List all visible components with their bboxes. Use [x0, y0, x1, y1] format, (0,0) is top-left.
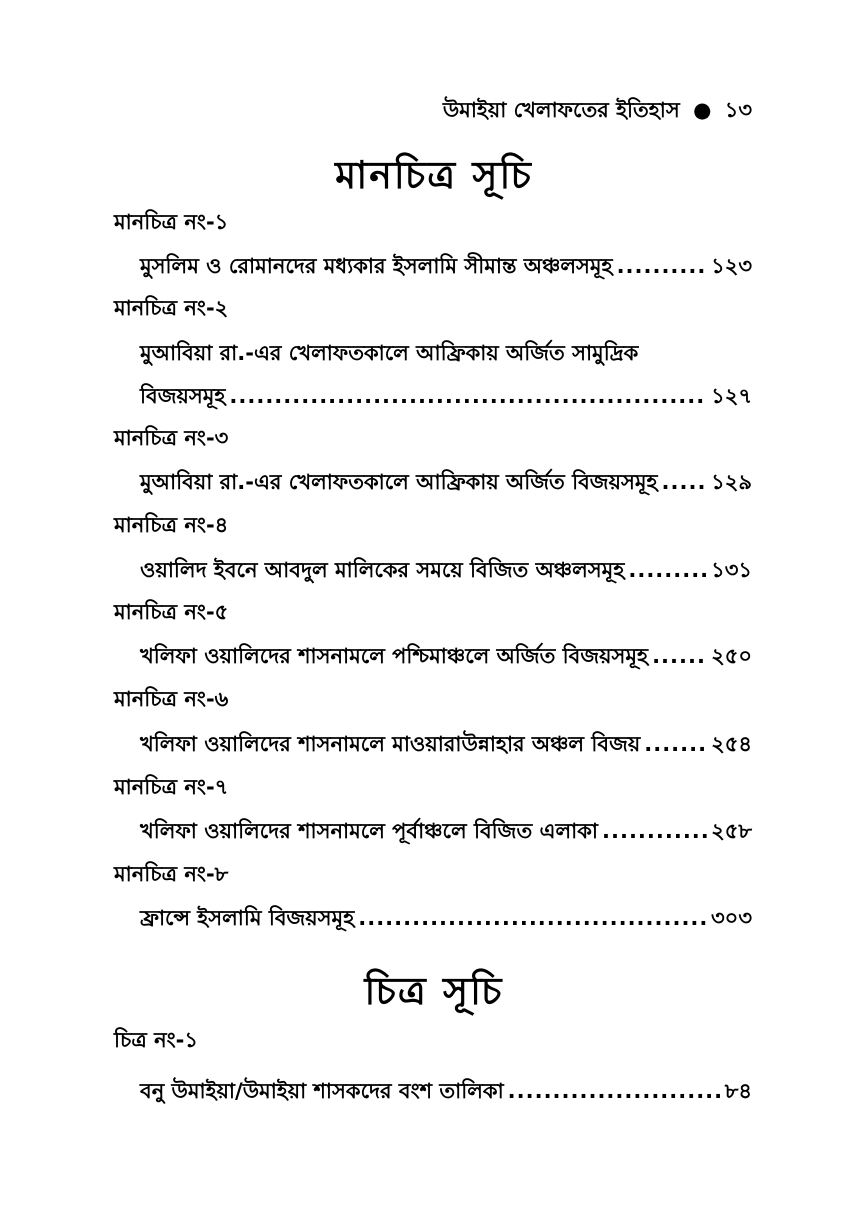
dot-leader	[644, 732, 707, 756]
running-header	[443, 94, 752, 129]
toc-entry-map-2[interactable]	[140, 380, 752, 415]
dot-leader	[229, 384, 707, 408]
map-heading-1: মানচিত্র নং-১	[114, 210, 229, 234]
map-heading-8: মানচিত্র নং-৮	[114, 862, 229, 886]
book-title: উমাইয়া খেলাফতের ইতিহাস	[442, 98, 680, 122]
entry-page: ১২৯	[711, 470, 752, 494]
toc-entry-map-1[interactable]	[140, 250, 752, 285]
entry-page: ৮৪	[724, 1079, 752, 1103]
entry-title: খলিফা ওয়ালিদের শাসনামলে পশ্চিমাঞ্চলে অর্জিত বিজয়সমূহ	[140, 644, 649, 668]
dot-leader	[602, 819, 707, 843]
entry-page: ১২৩	[711, 254, 752, 278]
dot-leader	[358, 906, 707, 930]
entry-title: খলিফা ওয়ালিদের শাসনামলে পূর্বাঞ্চলে বিজিত এলাকা	[140, 819, 599, 843]
pictures-section-title: চিত্র সূচি	[364, 969, 504, 1013]
maps-section-title: মানচিত্র সূচি	[335, 153, 533, 197]
dot-leader	[652, 644, 707, 668]
dot-leader	[628, 558, 707, 582]
entry-title: বনু উমাইয়া/উমাইয়া শাসকদের বংশ তালিকা	[140, 1079, 504, 1103]
entry-page: ১৩১	[711, 558, 752, 582]
toc-entry-map-5[interactable]	[140, 640, 752, 675]
entry-title: খলিফা ওয়ালিদের শাসনামলে মাওয়ারাউন্নাহার অঞ্চল বিজয়	[140, 732, 641, 756]
entry-page: ২৫৪	[711, 732, 752, 756]
dot-leader	[662, 470, 708, 494]
dot-leader	[508, 1079, 721, 1103]
map-heading-4: মানচিত্র নং-৪	[114, 513, 229, 537]
dot-leader	[617, 254, 708, 278]
entry-page: ৩০৩	[711, 906, 752, 930]
entry-title: মুসলিম ও রোমানদের মধ্যকার ইসলামি সীমান্ত অঞ্চলসমূহ	[140, 254, 613, 278]
entry-title: বিজয়সমূহ	[140, 384, 226, 408]
entry-title: মুআবিয়া রা.-এর খেলাফতকালে আফ্রিকায় অর্জিত বিজয়সমূহ	[140, 470, 658, 494]
map-heading-5: মানচিত্র নং-৫	[114, 600, 229, 624]
toc-entry-map-7[interactable]	[140, 815, 752, 850]
toc-entry-map-8[interactable]	[140, 902, 752, 937]
entry-page: ১২৭	[711, 384, 752, 408]
map-heading-6: মানচিত্র নং-৬	[114, 687, 229, 711]
map-heading-2: মানচিত্র নং-২	[114, 296, 229, 320]
entry-page: ২৫৮	[711, 819, 752, 843]
toc-entry-map-3[interactable]	[140, 466, 752, 501]
page-number: ১৩	[724, 98, 752, 122]
toc-entry-map-2-line1[interactable]: মুআবিয়া রা.-এর খেলাফতকালে আফ্রিকায় অর্জিত সামুদ্রিক	[140, 341, 639, 365]
entry-title: ওয়ালিদ ইবনে আবদুল মালিকের সময়ে বিজিত অঞ্চলসমূহ	[140, 558, 625, 582]
picture-heading-1: চিত্র নং-১	[114, 1028, 198, 1052]
toc-entry-map-4[interactable]	[140, 554, 752, 589]
map-heading-3: মানচিত্র নং-৩	[114, 426, 229, 450]
header-separator: ●	[693, 98, 712, 122]
toc-entry-picture-1[interactable]	[140, 1075, 752, 1110]
entry-title: ফ্রান্সে ইসলামি বিজয়সমূহ	[140, 906, 355, 930]
map-heading-7: মানচিত্র নং-৭	[114, 775, 229, 799]
toc-entry-map-6[interactable]	[140, 728, 752, 763]
entry-page: ২৫০	[711, 644, 752, 668]
